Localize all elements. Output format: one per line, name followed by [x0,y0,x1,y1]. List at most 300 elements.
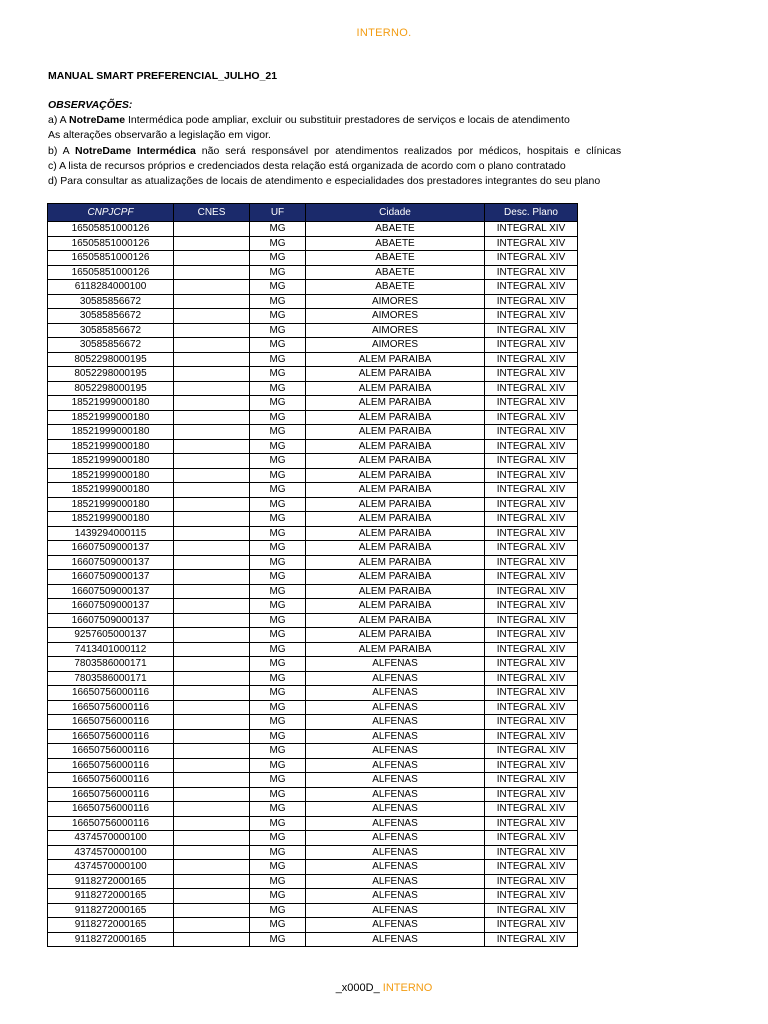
cnes-cell [174,367,250,382]
desc-plano-cell: INTEGRAL XIV [485,802,578,817]
cnes-cell [174,599,250,614]
cidade-cell: ALFENAS [306,744,485,759]
table-row [48,367,578,382]
desc-plano-cell: INTEGRAL XIV [485,222,578,237]
table-row [48,584,578,599]
cidade-cell: AIMORES [306,294,485,309]
table-row [48,280,578,295]
cnpjcpf-cell: 6118284000100 [48,280,174,295]
table-row [48,686,578,701]
cnes-cell [174,773,250,788]
cnpjcpf-cell: 18521999000180 [48,454,174,469]
cnes-cell [174,541,250,556]
cidade-cell: ALFENAS [306,715,485,730]
cnes-cell [174,802,250,817]
uf-cell: MG [250,686,306,701]
cnpjcpf-cell: 16650756000116 [48,744,174,759]
cnes-cell [174,903,250,918]
table-header-row [48,204,578,222]
desc-plano-cell: INTEGRAL XIV [485,497,578,512]
desc-plano-cell: INTEGRAL XIV [485,845,578,860]
cidade-cell: ABAETE [306,280,485,295]
uf-cell: MG [250,932,306,947]
cidade-cell: ALFENAS [306,889,485,904]
table-row [48,845,578,860]
uf-cell: MG [250,715,306,730]
cnpjcpf-cell: 4374570000100 [48,845,174,860]
table-row [48,541,578,556]
cidade-cell: ALFENAS [306,657,485,672]
desc-plano-cell: INTEGRAL XIV [485,425,578,440]
cidade-cell: ALFENAS [306,874,485,889]
cnes-cell [174,613,250,628]
cnes-cell [174,294,250,309]
uf-cell: MG [250,845,306,860]
cidade-cell: ALEM PARAIBA [306,468,485,483]
cnes-cell [174,744,250,759]
cnpjcpf-cell: 30585856672 [48,338,174,353]
observation-d: d) Para consultar as atualizações de locais de atendimento e especialidades dos prestadores integrantes do seu plano [48,175,601,188]
cidade-cell: ALFENAS [306,787,485,802]
desc-plano-cell: INTEGRAL XIV [485,555,578,570]
cnes-cell [174,758,250,773]
cidade-cell: ALEM PARAIBA [306,599,485,614]
table-row [48,657,578,672]
cnpjcpf-cell: 16650756000116 [48,729,174,744]
cidade-cell: ALFENAS [306,932,485,947]
cnpjcpf-cell: 18521999000180 [48,512,174,527]
table-row [48,497,578,512]
desc-plano-cell: INTEGRAL XIV [485,758,578,773]
uf-cell: MG [250,454,306,469]
desc-plano-cell: INTEGRAL XIV [485,918,578,933]
table-row [48,773,578,788]
uf-cell: MG [250,729,306,744]
cnpjcpf-cell: 9118272000165 [48,918,174,933]
cnes-cell [174,483,250,498]
cidade-cell: AIMORES [306,323,485,338]
cnpjcpf-cell: 16607509000137 [48,584,174,599]
column-header-cnpjcpf: CNPJCPF [48,204,174,222]
table-row [48,381,578,396]
cidade-cell: AIMORES [306,338,485,353]
desc-plano-cell: INTEGRAL XIV [485,642,578,657]
cnpjcpf-cell: 18521999000180 [48,483,174,498]
cnpjcpf-cell: 16607509000137 [48,613,174,628]
cnpjcpf-cell: 4374570000100 [48,860,174,875]
cnpjcpf-cell: 16505851000126 [48,236,174,251]
uf-cell: MG [250,657,306,672]
page-footer [0,982,768,994]
desc-plano-cell: INTEGRAL XIV [485,657,578,672]
observation-b-prefix: b) A [48,144,76,157]
table-row [48,309,578,324]
uf-cell: MG [250,613,306,628]
desc-plano-cell: INTEGRAL XIV [485,352,578,367]
uf-cell: MG [250,555,306,570]
cidade-cell: ALFENAS [306,831,485,846]
cnes-cell [174,889,250,904]
cnes-cell [174,845,250,860]
table-row [48,352,578,367]
uf-cell: MG [250,802,306,817]
uf-cell: MG [250,526,306,541]
desc-plano-cell: INTEGRAL XIV [485,686,578,701]
desc-plano-cell: INTEGRAL XIV [485,265,578,280]
cnpjcpf-cell: 1439294000115 [48,526,174,541]
table-row [48,222,578,237]
desc-plano-cell: INTEGRAL XIV [485,744,578,759]
cidade-cell: ALEM PARAIBA [306,526,485,541]
uf-cell: MG [250,381,306,396]
uf-cell: MG [250,396,306,411]
desc-plano-cell: INTEGRAL XIV [485,526,578,541]
uf-cell: MG [250,222,306,237]
document-title: MANUAL SMART PREFERENCIAL_JULHO_21 [48,70,278,82]
cidade-cell: ALFENAS [306,758,485,773]
cnpjcpf-cell: 16607509000137 [48,599,174,614]
observation-a-brand: NotreDame [69,114,126,127]
uf-cell: MG [250,874,306,889]
cidade-cell: ALFENAS [306,773,485,788]
cnpjcpf-cell: 18521999000180 [48,425,174,440]
uf-cell: MG [250,744,306,759]
cnpjcpf-cell: 16650756000116 [48,686,174,701]
uf-cell: MG [250,468,306,483]
cnpjcpf-cell: 16607509000137 [48,555,174,570]
table-row [48,860,578,875]
cnpjcpf-cell: 8052298000195 [48,381,174,396]
cnes-cell [174,439,250,454]
uf-cell: MG [250,570,306,585]
uf-cell: MG [250,599,306,614]
uf-cell: MG [250,294,306,309]
uf-cell: MG [250,410,306,425]
cidade-cell: ALEM PARAIBA [306,483,485,498]
desc-plano-cell: INTEGRAL XIV [485,483,578,498]
cnes-cell [174,323,250,338]
column-header-cnes: CNES [174,204,250,222]
uf-cell: MG [250,642,306,657]
cnes-cell [174,657,250,672]
uf-cell: MG [250,831,306,846]
cidade-cell: ALEM PARAIBA [306,642,485,657]
cnpjcpf-cell: 30585856672 [48,323,174,338]
table-row [48,265,578,280]
desc-plano-cell: INTEGRAL XIV [485,338,578,353]
uf-cell: MG [250,758,306,773]
table-row [48,729,578,744]
cnpjcpf-cell: 18521999000180 [48,439,174,454]
table-row [48,642,578,657]
cnpjcpf-cell: 16505851000126 [48,251,174,266]
table-row [48,671,578,686]
cnes-cell [174,642,250,657]
desc-plano-cell: INTEGRAL XIV [485,700,578,715]
desc-plano-cell: INTEGRAL XIV [485,512,578,527]
uf-cell: MG [250,425,306,440]
table-row [48,903,578,918]
desc-plano-cell: INTEGRAL XIV [485,584,578,599]
cidade-cell: ALEM PARAIBA [306,425,485,440]
desc-plano-cell: INTEGRAL XIV [485,280,578,295]
cnes-cell [174,309,250,324]
table-row [48,889,578,904]
uf-cell: MG [250,671,306,686]
cnes-cell [174,236,250,251]
cidade-cell: ALEM PARAIBA [306,454,485,469]
cnpjcpf-cell: 30585856672 [48,294,174,309]
cnpjcpf-cell: 7803586000171 [48,671,174,686]
observation-a-text: Intermédica pode ampliar, excluir ou substituir prestadores de serviços e locais de atendimento [125,114,570,127]
table-row [48,410,578,425]
uf-cell: MG [250,439,306,454]
cnpjcpf-cell: 18521999000180 [48,468,174,483]
cnes-cell [174,265,250,280]
uf-cell: MG [250,236,306,251]
cidade-cell: ALEM PARAIBA [306,541,485,556]
uf-cell: MG [250,889,306,904]
table-row [48,526,578,541]
cnpjcpf-cell: 16607509000137 [48,570,174,585]
cnes-cell [174,381,250,396]
table-row [48,396,578,411]
cidade-cell: ALEM PARAIBA [306,396,485,411]
uf-cell: MG [250,584,306,599]
cnes-cell [174,874,250,889]
observation-a-continuation: As alterações observarão a legislação em vigor. [48,129,271,142]
uf-cell: MG [250,700,306,715]
cnpjcpf-cell: 9118272000165 [48,932,174,947]
table-body [48,222,578,947]
desc-plano-cell: INTEGRAL XIV [485,410,578,425]
desc-plano-cell: INTEGRAL XIV [485,613,578,628]
cidade-cell: ALFENAS [306,903,485,918]
desc-plano-cell: INTEGRAL XIV [485,570,578,585]
table-row [48,613,578,628]
cidade-cell: ALFENAS [306,671,485,686]
cnes-cell [174,816,250,831]
cnpjcpf-cell: 9118272000165 [48,874,174,889]
desc-plano-cell: INTEGRAL XIV [485,628,578,643]
cnes-cell [174,729,250,744]
cidade-cell: ALEM PARAIBA [306,367,485,382]
uf-cell: MG [250,483,306,498]
table-row [48,425,578,440]
uf-cell: MG [250,323,306,338]
cidade-cell: ALFENAS [306,860,485,875]
cidade-cell: ALEM PARAIBA [306,512,485,527]
desc-plano-cell: INTEGRAL XIV [485,903,578,918]
cidade-cell: ALEM PARAIBA [306,613,485,628]
table-row [48,555,578,570]
desc-plano-cell: INTEGRAL XIV [485,932,578,947]
cnes-cell [174,410,250,425]
desc-plano-cell: INTEGRAL XIV [485,251,578,266]
cnpjcpf-cell: 16650756000116 [48,802,174,817]
cnes-cell [174,555,250,570]
cnpjcpf-cell: 18521999000180 [48,410,174,425]
uf-cell: MG [250,628,306,643]
cidade-cell: ALFENAS [306,700,485,715]
cnpjcpf-cell: 18521999000180 [48,396,174,411]
cidade-cell: ALEM PARAIBA [306,570,485,585]
cnes-cell [174,251,250,266]
cidade-cell: ALEM PARAIBA [306,381,485,396]
cnes-cell [174,831,250,846]
table-row [48,323,578,338]
table-row [48,454,578,469]
desc-plano-cell: INTEGRAL XIV [485,381,578,396]
cnes-cell [174,454,250,469]
cidade-cell: ALEM PARAIBA [306,584,485,599]
cnes-cell [174,222,250,237]
cnes-cell [174,352,250,367]
observations-block [48,98,622,189]
desc-plano-cell: INTEGRAL XIV [485,323,578,338]
cnes-cell [174,860,250,875]
cnes-cell [174,526,250,541]
table-row [48,294,578,309]
cidade-cell: ALFENAS [306,918,485,933]
table-row [48,251,578,266]
cnpjcpf-cell: 16650756000116 [48,773,174,788]
footer-code: _x000D_ [335,982,380,994]
header-classification-label: INTERNO. [356,27,412,39]
cnes-cell [174,497,250,512]
uf-cell: MG [250,816,306,831]
table-row [48,599,578,614]
cnes-cell [174,787,250,802]
cnpjcpf-cell: 16505851000126 [48,222,174,237]
cnpjcpf-cell: 16607509000137 [48,541,174,556]
cidade-cell: ABAETE [306,265,485,280]
cnpjcpf-cell: 8052298000195 [48,352,174,367]
cnes-cell [174,584,250,599]
desc-plano-cell: INTEGRAL XIV [485,468,578,483]
cnpjcpf-cell: 9257605000137 [48,628,174,643]
observations-heading: OBSERVAÇÕES: [48,99,133,111]
uf-cell: MG [250,338,306,353]
cidade-cell: ALEM PARAIBA [306,410,485,425]
cnpjcpf-cell: 8052298000195 [48,367,174,382]
cnpjcpf-cell: 16650756000116 [48,758,174,773]
uf-cell: MG [250,367,306,382]
cnpjcpf-cell: 16650756000116 [48,715,174,730]
desc-plano-cell: INTEGRAL XIV [485,541,578,556]
cidade-cell: ALFENAS [306,816,485,831]
cidade-cell: ABAETE [306,236,485,251]
table-row [48,512,578,527]
table-row [48,874,578,889]
desc-plano-cell: INTEGRAL XIV [485,816,578,831]
cidade-cell: ALFENAS [306,686,485,701]
table-row [48,918,578,933]
cnes-cell [174,700,250,715]
uf-cell: MG [250,903,306,918]
uf-cell: MG [250,773,306,788]
cnpjcpf-cell: 7803586000171 [48,657,174,672]
table-row [48,700,578,715]
table-row [48,787,578,802]
table-row [48,570,578,585]
desc-plano-cell: INTEGRAL XIV [485,439,578,454]
desc-plano-cell: INTEGRAL XIV [485,860,578,875]
desc-plano-cell: INTEGRAL XIV [485,729,578,744]
column-header-uf: UF [250,204,306,222]
table-row [48,236,578,251]
uf-cell: MG [250,251,306,266]
uf-cell: MG [250,280,306,295]
cidade-cell: ALEM PARAIBA [306,555,485,570]
observation-a [48,113,570,128]
column-header-desc-plano: Desc. Plano [485,204,578,222]
cnes-cell [174,570,250,585]
cnpjcpf-cell: 9118272000165 [48,889,174,904]
table-row [48,831,578,846]
cnes-cell [174,396,250,411]
cnes-cell [174,932,250,947]
providers-table [47,203,578,947]
cnes-cell [174,280,250,295]
cidade-cell: ALEM PARAIBA [306,628,485,643]
uf-cell: MG [250,541,306,556]
desc-plano-cell: INTEGRAL XIV [485,294,578,309]
uf-cell: MG [250,860,306,875]
desc-plano-cell: INTEGRAL XIV [485,787,578,802]
cidade-cell: ALEM PARAIBA [306,497,485,512]
uf-cell: MG [250,309,306,324]
table-row [48,628,578,643]
cnpjcpf-cell: 16650756000116 [48,700,174,715]
desc-plano-cell: INTEGRAL XIV [485,599,578,614]
cnes-cell [174,671,250,686]
cnes-cell [174,686,250,701]
desc-plano-cell: INTEGRAL XIV [485,773,578,788]
cidade-cell: ALFENAS [306,729,485,744]
cnes-cell [174,512,250,527]
uf-cell: MG [250,497,306,512]
table-row [48,439,578,454]
table-row [48,758,578,773]
table-row [48,715,578,730]
cnpjcpf-cell: 9118272000165 [48,903,174,918]
cnpjcpf-cell: 30585856672 [48,309,174,324]
desc-plano-cell: INTEGRAL XIV [485,889,578,904]
desc-plano-cell: INTEGRAL XIV [485,831,578,846]
table-row [48,744,578,759]
cidade-cell: ALFENAS [306,845,485,860]
cnpjcpf-cell: 18521999000180 [48,497,174,512]
desc-plano-cell: INTEGRAL XIV [485,671,578,686]
cidade-cell: ALFENAS [306,802,485,817]
uf-cell: MG [250,787,306,802]
desc-plano-cell: INTEGRAL XIV [485,715,578,730]
table-row [48,338,578,353]
cidade-cell: ALEM PARAIBA [306,439,485,454]
cnpjcpf-cell: 16650756000116 [48,787,174,802]
cidade-cell: ABAETE [306,251,485,266]
cnes-cell [174,628,250,643]
desc-plano-cell: INTEGRAL XIV [485,236,578,251]
table-row [48,483,578,498]
cidade-cell: AIMORES [306,309,485,324]
desc-plano-cell: INTEGRAL XIV [485,874,578,889]
desc-plano-cell: INTEGRAL XIV [485,396,578,411]
cnpjcpf-cell: 7413401000112 [48,642,174,657]
cnes-cell [174,338,250,353]
uf-cell: MG [250,512,306,527]
